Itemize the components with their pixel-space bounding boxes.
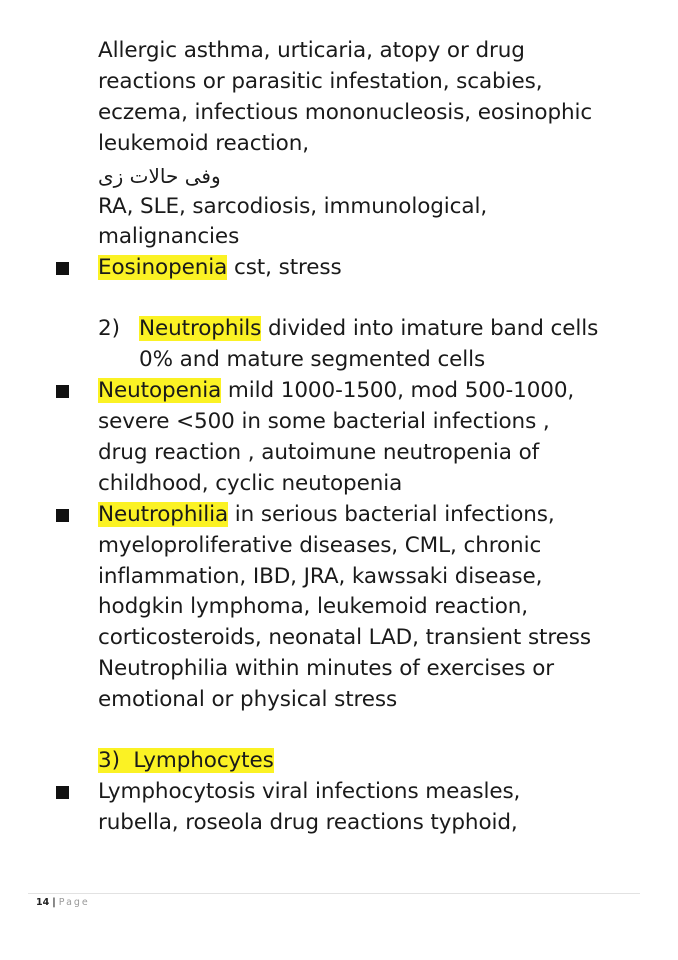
text-line: inflammation, IBD, JRA, kawssaki disease,	[98, 564, 543, 589]
page-number: 14	[36, 897, 50, 908]
item-text: mild 1000-1500, mod 500-1000,	[221, 378, 575, 403]
arabic-note: وفى حالات زى	[98, 164, 221, 188]
footer-divider	[28, 893, 640, 894]
bullet-icon	[56, 786, 69, 799]
section-number: 2)	[98, 316, 121, 341]
text-line: leukemoid reaction,	[98, 131, 310, 156]
text-line: rubella, roseola drug reactions typhoid,	[98, 810, 518, 835]
text-line: RA, SLE, sarcodiosis, immunological,	[98, 194, 488, 219]
bullet-icon	[56, 509, 69, 522]
text-line: 0% and mature segmented cells	[139, 347, 486, 372]
bullet-icon	[56, 385, 69, 398]
page-footer	[36, 897, 90, 908]
text-line: emotional or physical stress	[98, 687, 398, 712]
highlighted-term: Neutrophilia	[98, 502, 229, 527]
text-line: malignancies	[98, 224, 240, 249]
highlighted-term: Eosinopenia	[98, 255, 228, 280]
text-line: eczema, infectious mononucleosis, eosinophic	[98, 100, 593, 125]
lymphocytes-heading	[98, 746, 274, 776]
bullet-icon	[56, 262, 69, 275]
text-line: drug reaction , autoimune neutropenia of	[98, 440, 540, 465]
item-text: divided into imature band cells	[261, 316, 599, 341]
page-word: Page	[58, 897, 90, 908]
text-line: childhood, cyclic neutopenia	[98, 471, 403, 496]
text-line: Allergic asthma, urticaria, atopy or drug	[98, 38, 525, 63]
item-text: cst, stress	[227, 255, 342, 280]
item-text: in serious bacterial infections,	[228, 502, 555, 527]
text-line: Neutrophilia within minutes of exercises or	[98, 656, 555, 681]
text-line: severe <500 in some bacterial infections ,	[98, 409, 550, 434]
highlighted-heading: 3) Lymphocytes	[98, 748, 274, 773]
neutopenia-item	[98, 376, 574, 406]
neutrophilia-item	[98, 500, 555, 530]
highlighted-term: Neutopenia	[98, 378, 222, 403]
eosinopenia-item	[98, 253, 342, 283]
text-line: myeloproliferative diseases, CML, chronic	[98, 533, 542, 558]
highlighted-term: Neutrophils	[139, 316, 262, 341]
text-line: hodgkin lymphoma, leukemoid reaction,	[98, 594, 529, 619]
neutrophils-heading	[139, 314, 598, 344]
text-line: corticosteroids, neonatal LAD, transient stress	[98, 625, 591, 650]
footer-separator: |	[52, 897, 56, 908]
text-line: reactions or parasitic infestation, scabies,	[98, 69, 543, 94]
text-line: Lymphocytosis viral infections measles,	[98, 779, 521, 804]
